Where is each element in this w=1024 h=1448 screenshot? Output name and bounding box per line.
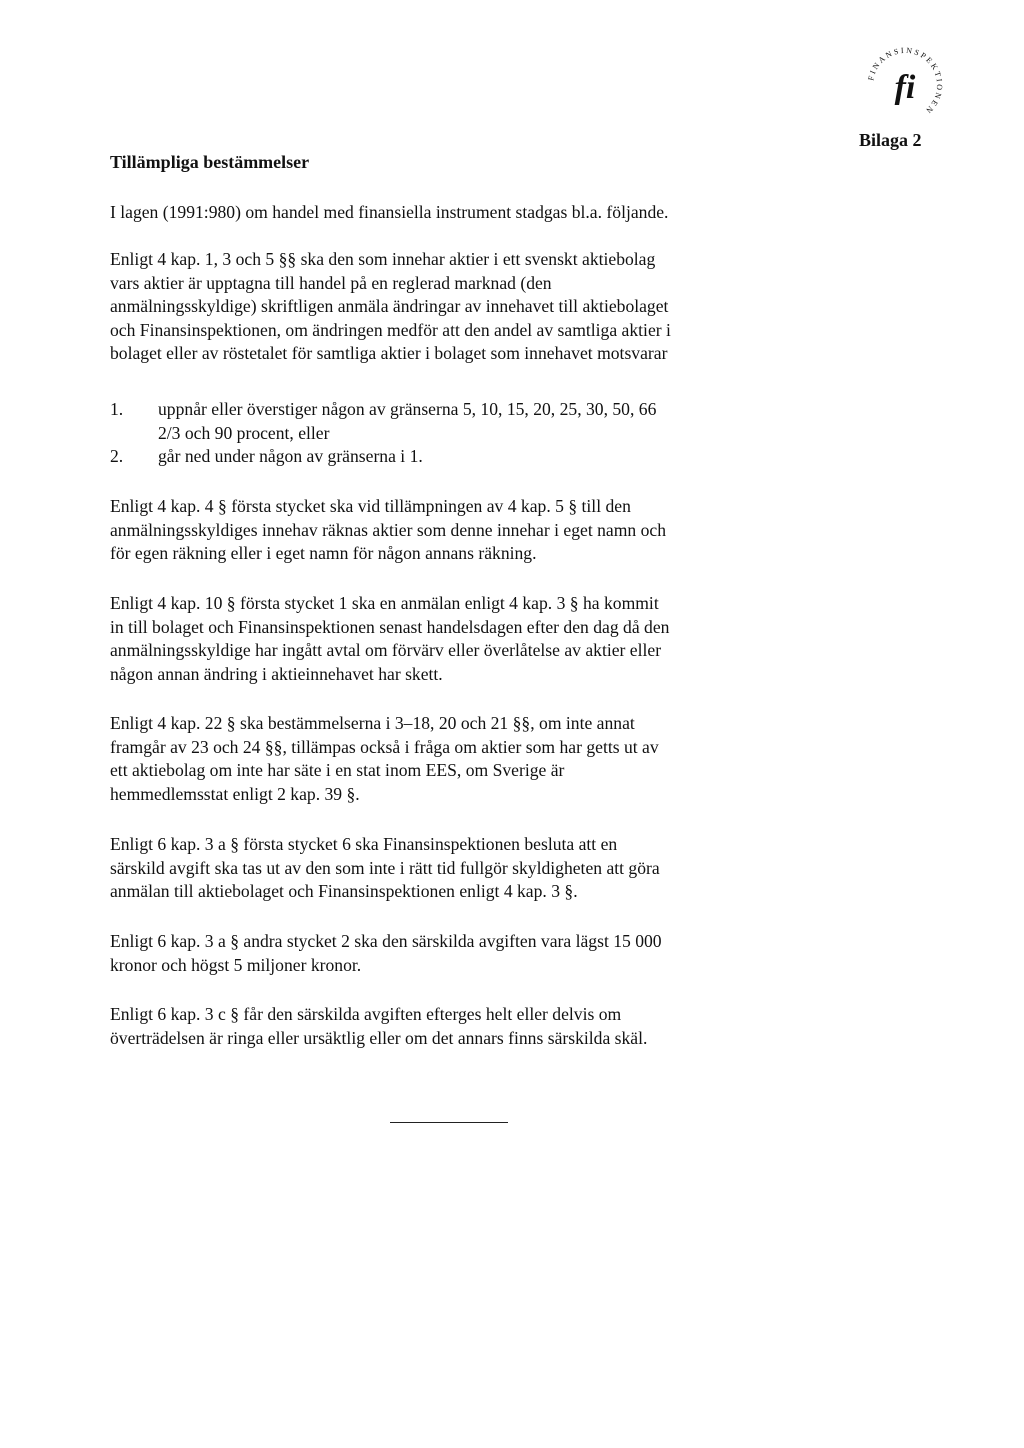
- text-line: går ned under någon av gränserna i 1.: [158, 446, 423, 466]
- paragraph-6kap-3a-1: [110, 833, 660, 904]
- text-line: 2/3 och 90 procent, eller: [158, 422, 330, 443]
- text-line: framgår av 23 och 24 §§, tillämpas också i fråga om aktier som har getts ut av: [110, 736, 659, 757]
- list-item: [110, 398, 656, 445]
- logo-ring-text: FINANSINSPEKTIONEN: [866, 45, 945, 117]
- text-line: Enligt 6 kap. 3 a § andra stycket 2 ska den särskilda avgiften vara lägst 15 000: [110, 931, 662, 951]
- appendix-label: Bilaga 2: [859, 130, 922, 150]
- text-line: I lagen (1991:980) om handel med finansiella instrument stadgas bl.a. följande.: [110, 202, 669, 222]
- text-line: bolaget eller av röstetalet för samtliga aktier i bolaget som innehavet motsvarar: [110, 343, 668, 363]
- text-line: särskild avgift ska tas ut av den som inte i rätt tid fullgör skyldigheten att göra: [110, 857, 660, 878]
- paragraph-4kap-4: [110, 495, 666, 566]
- text-line: Enligt 4 kap. 22 § ska bestämmelserna i 3–18, 20 och 21 §§, om inte annat: [110, 713, 635, 733]
- paragraph-6kap-3c: [110, 1003, 647, 1050]
- text-line: Enligt 4 kap. 10 § första stycket 1 ska en anmälan enligt 4 kap. 3 § ha kommit: [110, 593, 659, 613]
- text-line: Enligt 6 kap. 3 a § första stycket 6 ska Finansinspektionen besluta att en: [110, 834, 618, 854]
- paragraph-6kap-3a-2: [110, 930, 662, 977]
- list-item: [110, 445, 656, 469]
- text-line: för egen räkning eller i eget namn för någon annans räkning.: [110, 543, 537, 563]
- logo-letters: fi: [894, 69, 916, 106]
- text-line: Enligt 4 kap. 4 § första stycket ska vid tillämpningen av 4 kap. 5 § till den: [110, 496, 631, 516]
- list-number: 2.: [110, 446, 124, 466]
- finansinspektionen-logo: [862, 42, 948, 128]
- text-line: och Finansinspektionen, om ändringen medför att den andel av samtliga aktier i: [110, 319, 671, 340]
- text-line: anmälningsskyldige) skriftligen anmäla ändringar av innehavet till aktiebolaget: [110, 296, 669, 316]
- paragraph-4kap-1-3-5: [110, 248, 671, 366]
- text-line: anmälningsskyldiges innehav räknas aktier som denne innehar i eget namn och: [110, 519, 666, 540]
- text-line: in till bolaget och Finansinspektionen senast handelsdagen efter den dag då den: [110, 616, 670, 637]
- text-line: kronor och högst 5 miljoner kronor.: [110, 954, 362, 975]
- page-title: Tillämpliga bestämmelser: [110, 152, 310, 172]
- text-line: uppnår eller överstiger någon av gränserna 5, 10, 15, 20, 25, 30, 50, 66: [158, 399, 657, 419]
- paragraph-4kap-22: [110, 712, 659, 806]
- text-line: någon annan ändring i aktieinnehavet har skett.: [110, 663, 443, 684]
- text-line: anmälningsskyldige har ingått avtal om förvärv eller överlåtelse av aktier eller: [110, 640, 662, 660]
- text-line: ett aktiebolag om inte har säte i en stat inom EES, om Sverige är: [110, 760, 565, 780]
- text-line: Enligt 4 kap. 1, 3 och 5 §§ ska den som innehar aktier i ett svenskt aktiebolag: [110, 249, 656, 269]
- text-line: Enligt 6 kap. 3 c § får den särskilda avgiften efterges helt eller delvis om: [110, 1004, 622, 1024]
- text-line: överträdelsen är ringa eller ursäktlig eller om det annars finns särskilda skäl.: [110, 1027, 648, 1048]
- threshold-list: [110, 398, 656, 469]
- text-line: anmälan till aktiebolaget och Finansinspektionen enligt 4 kap. 3 §.: [110, 881, 578, 901]
- intro-paragraph: [110, 201, 668, 225]
- list-number: 1.: [110, 399, 124, 419]
- text-line: vars aktier är upptagna till handel på en reglerad marknad (den: [110, 272, 552, 293]
- text-line: hemmedlemsstat enligt 2 kap. 39 §.: [110, 783, 360, 804]
- footer-rule: [390, 1122, 508, 1123]
- paragraph-4kap-10: [110, 592, 669, 686]
